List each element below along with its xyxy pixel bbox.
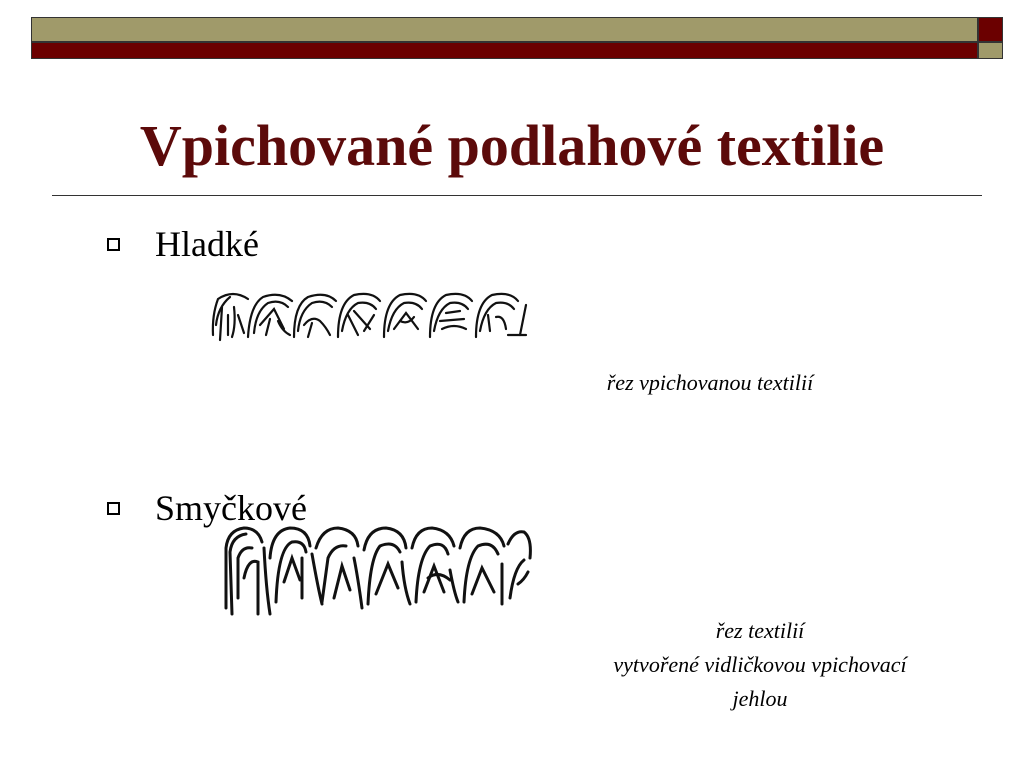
caption-loop-line-2: vytvořené vidličkovou vpichovací xyxy=(613,652,907,677)
title-divider xyxy=(52,195,982,196)
header-corner-square-maroon xyxy=(978,17,1003,42)
caption-loop-line-1: řez textilií xyxy=(715,618,805,643)
loop-textile-cross-section-image xyxy=(218,518,534,622)
bullet-loop-label: Smyčkové xyxy=(155,488,307,528)
header-band-maroon xyxy=(31,42,978,59)
smooth-textile-cross-section-image xyxy=(208,285,538,347)
header-corner-square-olive xyxy=(978,42,1003,59)
header-band-olive xyxy=(31,17,978,42)
bullet-square-icon xyxy=(107,502,120,515)
slide-title: Vpichované podlahové textilie xyxy=(139,113,885,178)
bullet-square-icon xyxy=(107,238,120,251)
caption-loop-line-3: jehlou xyxy=(732,686,788,711)
caption-smooth: řez vpichovanou textilií xyxy=(606,370,814,395)
bullet-smooth-label: Hladké xyxy=(155,224,259,264)
